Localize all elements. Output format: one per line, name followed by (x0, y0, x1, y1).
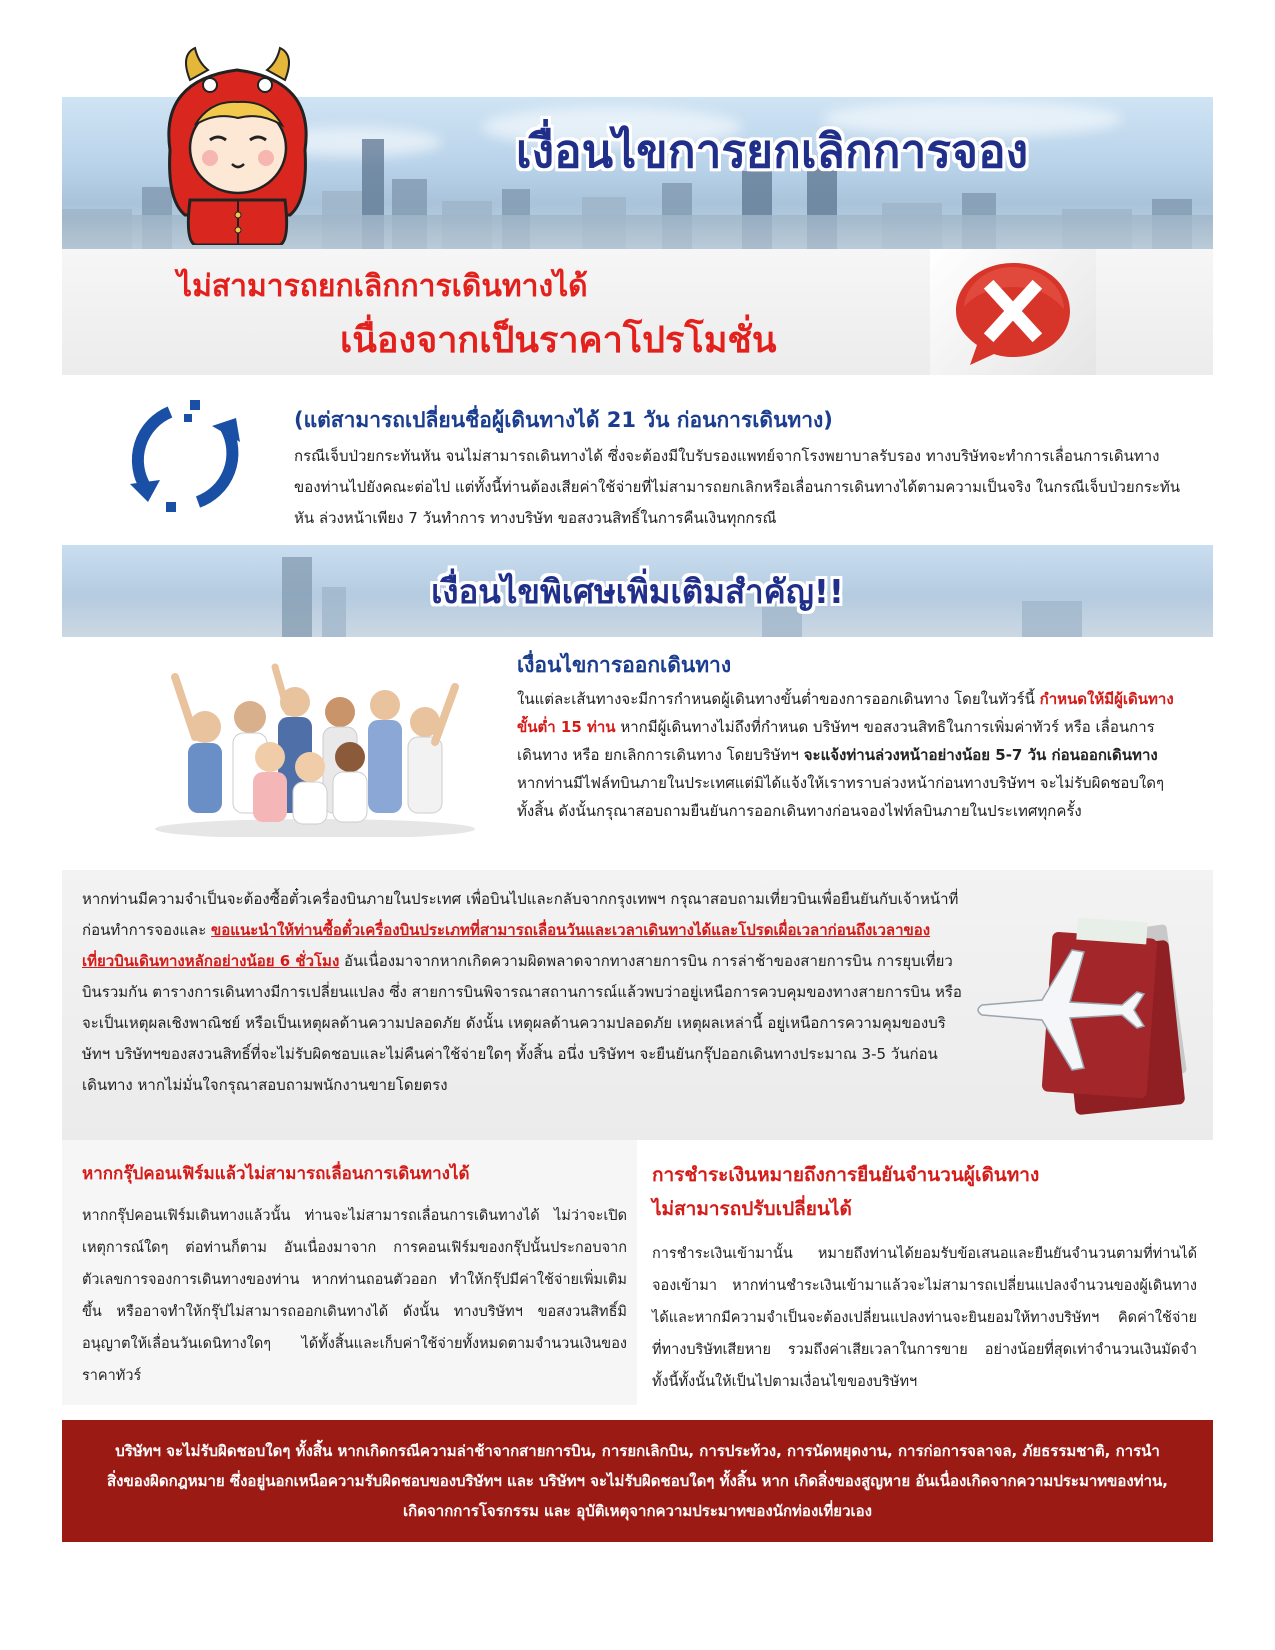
domestic-recommendation: ขอแนะนำให้ท่านซื้อตั๋วเครื่องบินประเภทที่สามารถเลื่อนวันและเวลาเดินทางได้และโปรดเผื่อเวลาก่อนถึงเวลาของเที่ยวบินเดินทางหลักอย่างน้อย 6 ชั่วโมง (82, 921, 931, 970)
disclaimer-footer (62, 1420, 1213, 1542)
disclaimer-text: บริษัทฯ จะไม่รับผิดชอบใดๆ ทั้งสิ้น หากเกิดกรณีความล่าช้าจากสายการบิน, การยกเลิกบิน, การประท้วง, การนัดหยุดงาน, การก่อการจลาจล, ภัยธรรมชาติ, การนำสิ่งของผิดกฎหมาย ซึ่งอยู่นอกเหนือความรับผิดชอบของบริษัทฯ และ บริษัทฯ จะไม่รับผิดชอบใดๆ ทั้งสิ้น หาก เกิดสิ่งของสูญหาย อันเนื่องเกิดจากความประมาทของท่าน, เกิดจากการโจรกรรม และ อุบัติเหตุจากความประมาทของนักท่องเที่ยวเอง (106, 1442, 1169, 1520)
departure-section (62, 637, 1213, 870)
departure-text-1: ในแต่ละเส้นทางจะมีการกำหนดผู้เดินทางขั้นต่ำของการออกเดินทาง โดยในทัวร์นี้ (517, 690, 1040, 708)
payment-title-line-1: การชำระเงินหมายถึงการยืนยันจำนวนผู้เดินทาง (652, 1164, 1040, 1186)
name-change-section (62, 380, 1213, 536)
special-conditions-banner (62, 545, 1213, 637)
departure-text-2: หากมีผู้เดินทางไม่ถึงที่กำหนด บริษัทฯ ขอสงวนสิทธิในการเพิ่มค่าทัวร์ หรือ เลื่อนการเดินทาง หรือ ยกเลิกการเดินทาง โดยบริษัทฯ (517, 718, 1155, 764)
page-title: เงื่อนไขการยกเลิกการจอง (515, 124, 1029, 178)
departure-notice-period: จะแจ้งท่านล่วงหน้าอย่างน้อย 5-7 วัน ก่อนออกเดินทาง (803, 746, 1158, 764)
departure-min-passengers: กำหนดให้มีผู้เดินทางขั้นต่ำ 15 ท่าน (517, 690, 1174, 736)
group-confirm-body: หากกรุ๊ปคอนเฟิร์มเดินทางแล้วนั้น ท่านจะไม่สามารถเลื่อนการเดินทางได้ ไม่ว่าจะเปิดเหตุการณ์ใดๆ ต่อท่านก็ตาม อันเนื่องมาจาก การคอนเฟิร์มของกรุ๊ปนั้นประกอบจากตัวเลขการจองการเดินทางของท่าน หากท่านถอนตัวออก ทำให้กรุ๊ปมีค่าใช้จ่ายเพิ่มเติมขึ้น หรืออาจทำให้กรุ๊ปไม่สามารถออกเดินทางได้ ดังนั้น ทางบริษัทฯ ขอสงวนสิทธิ์มิอนุญาตให้เลื่อนวันเดนิทางใดๆ ได้ทั้งสิ้นและเก็บค่าใช้จ่ายทั้งหมดตามจำนวนเงินของราคาทัวร์ (82, 1208, 627, 1384)
dragon-mascot-icon (150, 40, 325, 245)
name-change-title: (แต่สามารถเปลี่ยนชื่อผู้เดินทางได้ 21 วัน ก่อนการเดินทาง) (294, 408, 833, 432)
payment-confirm-title (652, 1158, 1192, 1226)
airplane-passports-image (972, 910, 1202, 1125)
payment-title-line-2: ไม่สามารถปรับเปลี่ยนได้ (652, 1198, 852, 1220)
promo-line-2: เนื่องจากเป็นราคาโปรโมชั่น (340, 320, 777, 361)
domestic-text-1: หากท่านมีความจำเป็นจะต้องซื้อตั๋วเครื่องบินภายในประเทศ เพื่อบินไปและกลับจากกรุงเทพฯ กรุณาสอบถามเที่ยวบินเพื่อยืนยันกับเจ้าหน้าที่ก่อนทำการจองและ (82, 890, 959, 939)
special-conditions-title: เงื่อนไขพิเศษเพิ่มเติมสำคัญ!! (431, 572, 844, 611)
promo-section (62, 249, 1213, 375)
departure-text-3: หากท่านมีไฟล์ทบินภายในประเทศแต่มิได้แจ้งให้เราทราบล่วงหน้าก่อนทางบริษัทฯ จะไม่รับผิดชอบใดๆ ทั้งสิ้น ดังนั้นกรุณาสอบถามยืนยันการออกเดินทางก่อนจองไฟท์ลบินภายในประเทศทุกครั้ง (517, 774, 1165, 820)
domestic-text-2: อันเนื่องมาจากหากเกิดความผิดพลาดจากทางสายการบิน การล่าช้าของสายการบิน การยุบเที่ยวบินรวมกัน ตารางการเดินทางมีการเปลี่ยนแปลง ซึ่ง สายการบินพิจารณาสถานการณ์แล้วพบว่าอยู่เหนือการควบคุมของทางสายการบิน หรือจะเป็นเหตุผลเชิงพาณิชย์ หรือเป็นเหตุผลด้านความปลอดภัย ดังนั้น เหตุผลด้านความปลอดภัย เหตุผลเหล่านี้ อยู่เหนือการความคุมของบริษัทฯ บริษัทฯของสงวนสิทธิ์ที่จะไม่รับผิดชอบและไม่คืนค่าใช้จ่ายใดๆ ทั้งสิ้น อนึ่ง บริษัทฯ จะยืนยันกรุ๊ปออกเดินทางประมาณ 3-5 วันก่อนเดินทาง หากไม่มั่นใจกรุณาสอบถามพนักงานขายโดยตรง (82, 952, 962, 1094)
domestic-flight-body (82, 884, 962, 1101)
group-confirm-section (62, 1140, 637, 1405)
group-people-image (150, 657, 480, 837)
group-confirm-title: หากกรุ๊ปคอนเฟิร์มแล้วไม่สามารถเลื่อนการเดินทางได้ (82, 1164, 470, 1184)
refresh-arrows-icon (108, 390, 263, 525)
promo-line-1: ไม่สามารถยกเลิกการเดินทางได้ (177, 269, 588, 304)
domestic-flight-section (62, 870, 1213, 1140)
payment-confirm-section (637, 1140, 1213, 1405)
departure-body (517, 685, 1177, 825)
name-change-body: กรณีเจ็บป่วยกระทันหัน จนไม่สามารถเดินทางได้ ซึ่งจะต้องมีใบรับรองแพทย์จากโรงพยาบาลรับรอง ทางบริษัทจะทำการเลื่อนการเดินทางของท่านไปยังคณะต่อไป แต่ทั้งนี้ท่านต้องเสียค่าใช้จ่ายที่ไม่สามารถยกเลิกหรือเลื่อนการเดินทางได้ตามความเป็นจริง ในกรณีเจ็บป่วยกระทันหัน ล่วงหน้าเพียง 7 วันทำการ ทางบริษัท ขอสงวนสิทธิ์ในการคืนเงินทุกกรณี (294, 447, 1181, 527)
departure-title: เงื่อนไขการออกเดินทาง (517, 653, 732, 677)
x-speech-bubble-icon (930, 249, 1096, 375)
payment-confirm-body: การชำระเงินเข้ามานั้น หมายถึงท่านได้ยอมรับข้อเสนอและยืนยันจำนวนตามที่ท่านได้จองเข้ามา หากท่านชำระเงินเข้ามาแล้วจะไม่สามารถเปลี่ยนแปลงจำนวนของผู้เดินทางได้และหากมีความจำเป็นจะต้องเปลี่ยนแปลงท่านจะยินยอมให้ทางบริษัทฯ คิดค่าใช้จ่ายที่ทางบริษัทเสียหาย รวมถึงค่าเสียเวลาในการขาย อย่างน้อยที่สุดเท่าจำนวนเงินมัดจำ ทั้งนี้ทั้งนั้นให้เป็นไปตามเงื่อนไขของบริษัทฯ (652, 1246, 1197, 1390)
